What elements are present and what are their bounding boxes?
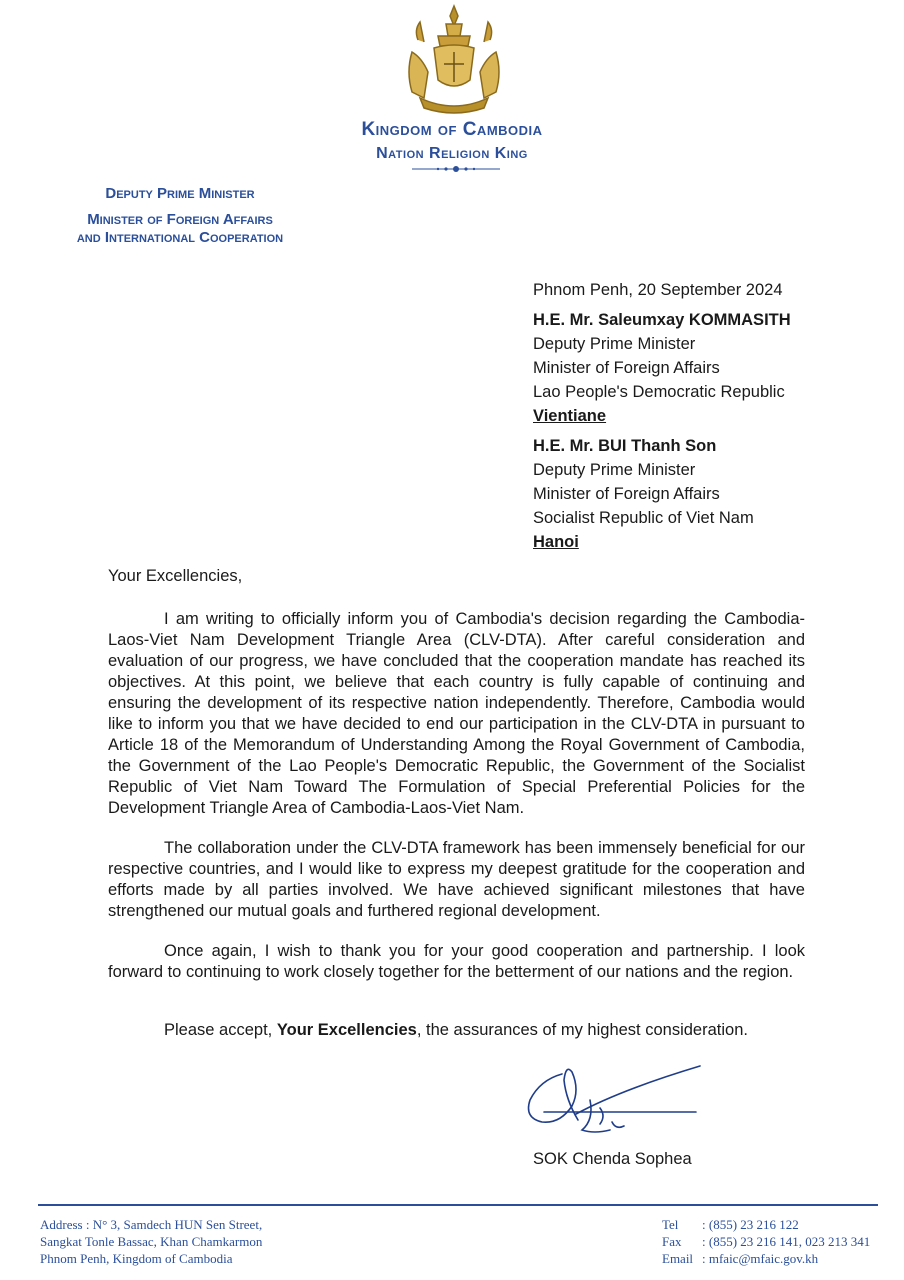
- sender-ministry: [30, 185, 330, 247]
- royal-coat-of-arms-icon: [398, 2, 510, 118]
- recipient-block: [533, 278, 893, 554]
- address-line: Address : N° 3, Samdech HUN Sen Street,: [40, 1217, 263, 1232]
- recipient-country: Socialist Republic of Viet Nam: [533, 509, 754, 527]
- letter-paragraph: [108, 941, 805, 983]
- letter-paragraph: [108, 609, 805, 819]
- address-line: Phnom Penh, Kingdom of Cambodia: [40, 1251, 233, 1266]
- tel-value: : (855) 23 216 122: [702, 1217, 799, 1232]
- email-value[interactable]: : mfaic@mfaic.gov.kh: [702, 1251, 819, 1266]
- closing-line: [108, 1020, 805, 1041]
- recipient-city: Vientiane: [533, 407, 607, 425]
- recipient-name: H.E. Mr. BUI Thanh Son: [533, 437, 717, 455]
- ministry-line-2: Minister of Foreign Affairs: [87, 211, 273, 228]
- signature-icon: [520, 1060, 710, 1145]
- signer-name: SOK Chenda Sophea: [533, 1150, 692, 1168]
- ministry-line-1: Deputy Prime Minister: [105, 185, 255, 202]
- letter-paragraph: [108, 838, 805, 922]
- tel-label: Tel: [662, 1217, 679, 1232]
- recipient-country: Lao People's Democratic Republic: [533, 383, 785, 401]
- recipient-title: Minister of Foreign Affairs: [533, 485, 720, 503]
- paragraph-text: The collaboration under the CLV-DTA framework has been immensely beneficial for our respective countries, and I would like to express my deepest gratitude for the cooperation and efforts made by all parties involved. We have achieved significant milestones that have strengthened our mutual goals and furthered regional development.: [108, 839, 805, 920]
- salutation: Your Excellencies,: [108, 567, 243, 585]
- recipient-name: H.E. Mr. Saleumxay KOMMASITH: [533, 311, 791, 329]
- ministry-line-3: and International Cooperation: [76, 229, 284, 246]
- closing-pre: Please accept,: [164, 1021, 277, 1039]
- footer-address: [40, 1216, 262, 1267]
- fax-value: : (855) 23 216 141, 023 213 341: [702, 1234, 871, 1249]
- kingdom-title: Kingdom of Cambodia: [361, 119, 543, 140]
- letterhead-kingdom: [0, 118, 904, 164]
- national-motto: Nation Religion King: [376, 145, 528, 162]
- place-date: Phnom Penh, 20 September 2024: [533, 281, 783, 299]
- email-label: Email: [662, 1251, 694, 1266]
- closing-bold: Your Excellencies: [276, 1021, 417, 1039]
- address-line: Sangkat Tonle Bassac, Khan Chamkarmon: [40, 1234, 263, 1249]
- fax-label: Fax: [662, 1234, 682, 1249]
- ornament-divider-icon: [410, 164, 502, 174]
- paragraph-text: Once again, I wish to thank you for your good cooperation and partnership. I look forward to continuing to work closely together for the betterment of our nations and the region.: [108, 942, 805, 981]
- recipient-title: Deputy Prime Minister: [533, 335, 696, 353]
- recipient-title: Minister of Foreign Affairs: [533, 359, 720, 377]
- recipient-city: Hanoi: [533, 533, 579, 551]
- recipient-title: Deputy Prime Minister: [533, 461, 696, 479]
- closing-post: , the assurances of my highest consideration.: [416, 1021, 748, 1039]
- footer-contacts: [662, 1216, 870, 1267]
- footer-divider: [38, 1204, 878, 1206]
- paragraph-text: I am writing to officially inform you of Cambodia's decision regarding the Cambodia-Laos-Viet Nam Development Triangle Area (CLV-DTA). After careful consideration and evaluation of our progress, we have concluded that the cooperation mandate has reached its objectives. At this point, we believe that each country is fully capable of continuing and ensuring the development of its respective nation independently. Therefore, Cambodia would like to inform you that we have decided to end our participation in the CLV-DTA in pursuant to Article 18 of the Memorandum of Understanding Among the Royal Government of Cambodia, the Government of the Lao People's Democratic Republic, the Government of the Socialist Republic of Viet Nam Toward The Formulation of Special Preferential Policies for the Development Triangle Area of Cambodia-Laos-Viet Nam.: [108, 610, 805, 817]
